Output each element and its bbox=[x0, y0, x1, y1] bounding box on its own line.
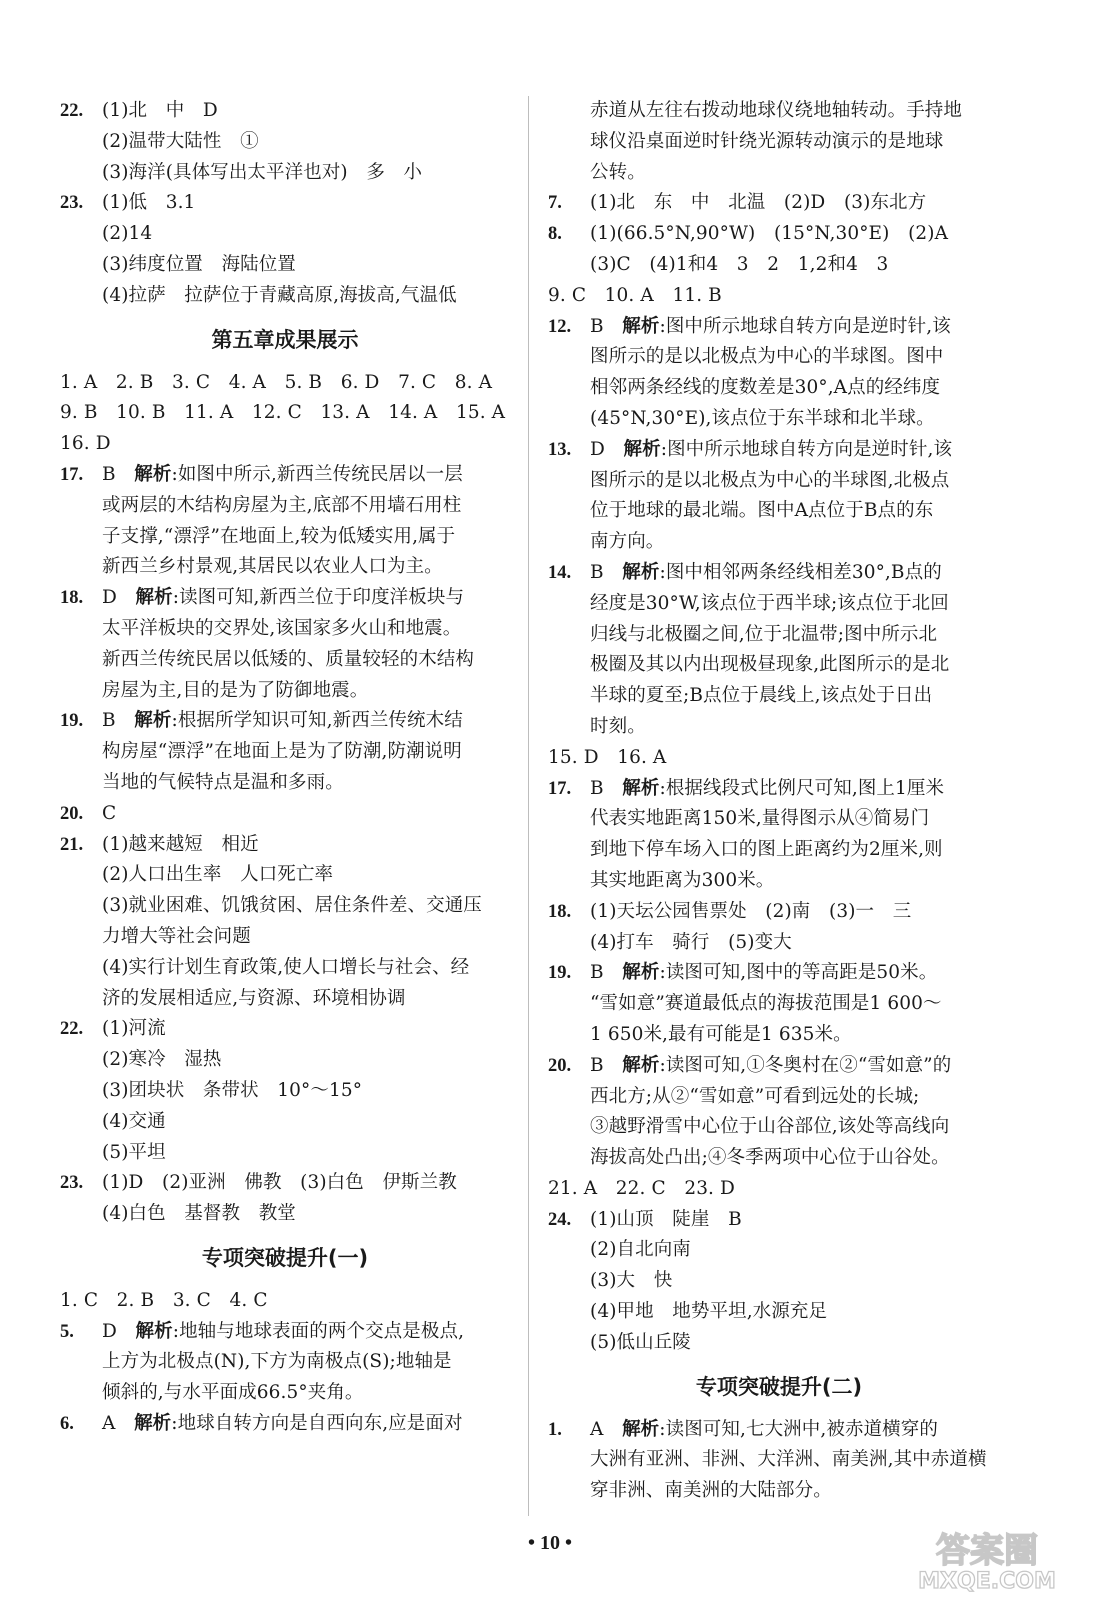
answer-line: 球仪沿桌面逆时针绕光源转动演示的是地球 bbox=[590, 130, 944, 152]
question-number: 18. bbox=[548, 901, 572, 922]
answer-text bbox=[548, 281, 1010, 312]
answer-text bbox=[590, 312, 1010, 435]
answer-text bbox=[102, 1409, 510, 1440]
section-heading: 专项突破提升(二) bbox=[695, 1374, 863, 1399]
answer-item bbox=[548, 435, 1010, 558]
answer-line: (45°N,30°E),该点位于东半球和北半球。 bbox=[590, 407, 935, 429]
answer-line: B 解析:读图可知,①冬奥村在②“雪如意”的 bbox=[590, 1054, 952, 1076]
answer-text bbox=[590, 558, 1010, 743]
answer-item bbox=[548, 312, 1010, 435]
answer-line-group bbox=[60, 1286, 510, 1317]
answer-line: D 解析:图中所示地球自转方向是逆时针,该 bbox=[590, 438, 953, 460]
answer-line: 15. D 16. A bbox=[548, 746, 667, 768]
question-number: 21. bbox=[60, 834, 84, 855]
question-number: 1. bbox=[548, 1419, 562, 1440]
answer-line-group bbox=[60, 368, 510, 460]
question-number: 23. bbox=[60, 193, 84, 214]
answer-text bbox=[590, 435, 1010, 558]
answer-item bbox=[548, 1205, 1010, 1359]
answer-text bbox=[102, 96, 510, 188]
question-number: 19. bbox=[60, 711, 84, 732]
analysis-keyword: 解析 bbox=[622, 1418, 660, 1440]
question-number: 5. bbox=[60, 1321, 74, 1342]
answer-line: 公转。 bbox=[590, 161, 646, 183]
answer-line: 或两层的木结构房屋为主,底部不用墙石用柱 bbox=[102, 494, 462, 516]
answer-text bbox=[548, 1174, 1010, 1205]
answer-line: (2)自北向南 bbox=[590, 1239, 691, 1261]
answer-line: 西北方;从②“雪如意”可看到远处的长城; bbox=[590, 1085, 920, 1107]
answer-line: (3)就业困难、饥饿贫困、居住条件差、交通压 bbox=[102, 895, 482, 917]
answer-item bbox=[548, 1415, 1010, 1507]
answer-line: A 解析:读图可知,七大洲中,被赤道横穿的 bbox=[590, 1418, 938, 1440]
question-number: 24. bbox=[548, 1209, 572, 1230]
answer-line: 其实地距离为300米。 bbox=[590, 869, 775, 891]
answer-item bbox=[60, 1409, 510, 1440]
analysis-keyword: 解析 bbox=[622, 962, 660, 984]
answer-line: (2)14 bbox=[102, 223, 153, 245]
answer-line: 16. D bbox=[60, 433, 111, 455]
answer-line: 南方向。 bbox=[590, 531, 665, 553]
answer-text bbox=[102, 799, 510, 830]
answer-item bbox=[60, 799, 510, 830]
question-number: 18. bbox=[60, 588, 84, 609]
answer-line: (2)温带大陆性 ① bbox=[102, 130, 259, 152]
answer-line-group bbox=[548, 96, 1010, 188]
answer-line: (5)低山丘陵 bbox=[590, 1331, 691, 1353]
answer-line: (1)D (2)亚洲 佛教 (3)白色 伊斯兰教 bbox=[102, 1172, 457, 1194]
answer-item bbox=[548, 1051, 1010, 1174]
answer-item bbox=[548, 188, 1010, 219]
answer-line: (3)C (4)1和4 3 2 1,2和4 3 bbox=[590, 253, 889, 275]
answer-line: 时刻。 bbox=[590, 715, 646, 737]
answer-line: B 解析:图中相邻两条经线相差30°,B点的 bbox=[590, 561, 942, 583]
answer-text bbox=[590, 188, 1010, 219]
answer-line: D 解析:地轴与地球表面的两个交点是极点, bbox=[102, 1320, 465, 1342]
watermark-logo bbox=[892, 1524, 1082, 1594]
answer-text bbox=[590, 219, 1010, 281]
answer-line: B 解析:图中所示地球自转方向是逆时针,该 bbox=[590, 315, 951, 337]
answer-line: 子支撑,“漂浮”在地面上,较为低矮实用,属于 bbox=[102, 525, 456, 547]
answer-line: 1. C 2. B 3. C 4. C bbox=[60, 1289, 268, 1311]
answer-line-group bbox=[548, 743, 1010, 774]
answer-item bbox=[60, 706, 510, 798]
question-number: 17. bbox=[548, 778, 572, 799]
answer-item bbox=[548, 897, 1010, 959]
answer-text bbox=[102, 1317, 510, 1409]
analysis-keyword: 解析 bbox=[622, 315, 660, 337]
answer-item bbox=[548, 219, 1010, 281]
answer-line: (1)低 3.1 bbox=[102, 192, 196, 214]
analysis-keyword: 解析 bbox=[134, 1413, 172, 1435]
answer-line: 位于地球的最北端。图中A点位于B点的东 bbox=[590, 500, 934, 522]
answer-line-group bbox=[548, 1174, 1010, 1205]
question-number: 13. bbox=[548, 439, 572, 460]
question-number: 20. bbox=[60, 803, 84, 824]
question-number: 8. bbox=[548, 224, 562, 245]
answer-text bbox=[102, 706, 510, 798]
answer-line: 当地的气候特点是温和多雨。 bbox=[102, 771, 344, 793]
answer-text bbox=[590, 774, 1010, 897]
answer-line: (3)纬度位置 海陆位置 bbox=[102, 253, 296, 275]
answer-line: 海拔高处凸出;④冬季两项中心位于山谷处。 bbox=[590, 1147, 950, 1169]
left-column bbox=[60, 96, 510, 1440]
answer-item bbox=[60, 830, 510, 1015]
section-heading: 第五章成果展示 bbox=[211, 327, 359, 352]
answer-line: 上方为北极点(N),下方为南极点(S);地轴是 bbox=[102, 1351, 452, 1373]
question-number: 22. bbox=[60, 1019, 84, 1040]
answer-text bbox=[548, 96, 1010, 188]
answer-line: D 解析:读图可知,新西兰位于印度洋板块与 bbox=[102, 587, 465, 609]
answer-text bbox=[60, 1286, 510, 1317]
answer-text bbox=[102, 460, 510, 583]
answer-line: (3)海洋(具体写出太平洋也对) 多 小 bbox=[102, 161, 423, 183]
answer-item bbox=[548, 774, 1010, 897]
answer-line: (4)实行计划生育政策,使人口增长与社会、经 bbox=[102, 956, 470, 978]
answer-line: (1)越来越短 相近 bbox=[102, 833, 259, 855]
answer-line: ③越野滑雪中心位于山谷部位,该处等高线向 bbox=[590, 1116, 950, 1138]
analysis-keyword: 解析 bbox=[623, 438, 661, 460]
answer-line: (1)山顶 陡崖 B bbox=[590, 1208, 742, 1230]
answer-text bbox=[548, 743, 1010, 774]
answer-item bbox=[60, 188, 510, 311]
answer-line: 图所示的是以北极点为中心的半球图,北极点 bbox=[590, 469, 950, 491]
answer-line: B 解析:根据所学知识可知,新西兰传统木结 bbox=[102, 710, 463, 732]
answer-line: 图所示的是以北极点为中心的半球图。图中 bbox=[590, 346, 944, 368]
question-number: 23. bbox=[60, 1173, 84, 1194]
answer-item bbox=[60, 1014, 510, 1168]
answer-line: 21. A 22. C 23. D bbox=[548, 1177, 735, 1199]
answer-text bbox=[590, 897, 1010, 959]
analysis-keyword: 解析 bbox=[622, 1054, 660, 1076]
answer-item bbox=[60, 1168, 510, 1230]
answer-line: 大洲有亚洲、非洲、大洋洲、南美洲,其中赤道横 bbox=[590, 1449, 987, 1471]
answer-line: B 解析:读图可知,图中的等高距是50米。 bbox=[590, 962, 938, 984]
page-number: • 10 • bbox=[527, 1532, 572, 1554]
answer-line: (1)天坛公园售票处 (2)南 (3)一 三 bbox=[590, 900, 912, 922]
answer-line: (1)北 中 D bbox=[102, 100, 218, 121]
answer-line: 倾斜的,与水平面成66.5°夹角。 bbox=[102, 1382, 364, 1404]
answer-line: 9. B 10. B 11. A 12. C 13. A 14. A 15. A bbox=[60, 402, 506, 424]
answer-line: 力增大等社会问题 bbox=[102, 925, 251, 947]
answer-text bbox=[60, 368, 510, 460]
answer-line: B 解析:如图中所示,新西兰传统民居以一层 bbox=[102, 463, 463, 485]
answer-text bbox=[102, 188, 510, 311]
question-number: 12. bbox=[548, 316, 572, 337]
question-number: 22. bbox=[60, 101, 84, 121]
answer-line: 相邻两条经线的度数差是30°,A点的经纬度 bbox=[590, 377, 941, 399]
right-column bbox=[548, 96, 1010, 1507]
answer-line: (3)团块状 条带状 10°～15° bbox=[102, 1079, 363, 1101]
answer-line: 新西兰乡村景观,其居民以农业人口为主。 bbox=[102, 556, 443, 578]
answer-line: (3)大 快 bbox=[590, 1270, 673, 1292]
answer-line: 房屋为主,目的是为了防御地震。 bbox=[102, 679, 369, 701]
analysis-keyword: 解析 bbox=[134, 710, 172, 732]
answer-line: 太平洋板块的交界处,该国家多火山和地震。 bbox=[102, 617, 462, 639]
answer-line: (4)交通 bbox=[102, 1110, 166, 1132]
question-number: 14. bbox=[548, 562, 572, 583]
question-number: 19. bbox=[548, 963, 572, 984]
answer-line: 经度是30°W,该点位于西半球;该点位于北回 bbox=[590, 592, 949, 614]
answer-line: 到地下停车场入口的图上距离约为2厘米,则 bbox=[590, 839, 943, 861]
answer-line: (4)拉萨 拉萨位于青藏高原,海拔高,气温低 bbox=[102, 284, 457, 306]
answer-text bbox=[590, 1205, 1010, 1359]
answer-line: 代表实地距离150米,量得图示从④简易门 bbox=[590, 808, 930, 830]
answer-line: (1)(66.5°N,90°W) (15°N,30°E) (2)A bbox=[590, 223, 949, 245]
section-heading: 专项突破提升(一) bbox=[201, 1245, 369, 1270]
answer-line: 济的发展相适应,与资源、环境相协调 bbox=[102, 987, 406, 1009]
analysis-keyword: 解析 bbox=[135, 1320, 173, 1342]
watermark-text-top: 答案圈 bbox=[936, 1531, 1038, 1571]
answer-line: (2)人口出生率 人口死亡率 bbox=[102, 864, 334, 886]
answer-line: 极圈及其以内出现极昼现象,此图所示的是北 bbox=[590, 654, 950, 676]
answer-line: C bbox=[102, 802, 117, 824]
answer-text bbox=[102, 830, 510, 1015]
answer-item bbox=[60, 1317, 510, 1409]
answer-line: 赤道从左往右拨动地球仪绕地轴转动。手持地 bbox=[590, 100, 963, 121]
answer-item bbox=[60, 583, 510, 706]
question-number: 6. bbox=[60, 1414, 74, 1435]
answer-line: (5)平坦 bbox=[102, 1141, 166, 1163]
answer-text bbox=[590, 1051, 1010, 1174]
answer-line: B 解析:根据线段式比例尺可知,图上1厘米 bbox=[590, 777, 945, 799]
answer-line: 1 650米,最有可能是1 635米。 bbox=[590, 1023, 852, 1045]
answer-line: 半球的夏至;B点位于晨线上,该点处于日出 bbox=[590, 685, 933, 707]
answer-line: 1. A 2. B 3. C 4. A 5. B 6. D 7. C 8. A bbox=[60, 371, 493, 393]
answer-line: (2)寒冷 湿热 bbox=[102, 1049, 222, 1071]
answer-line: “雪如意”赛道最低点的海拔范围是1 600～ bbox=[590, 993, 942, 1015]
watermark-text-bottom: MXQE.COM bbox=[918, 1569, 1056, 1594]
answer-line: (1)河流 bbox=[102, 1018, 166, 1040]
answer-line: 穿非洲、南美洲的大陆部分。 bbox=[590, 1480, 832, 1502]
question-number: 7. bbox=[548, 193, 562, 214]
answer-text bbox=[102, 1168, 510, 1230]
question-number: 20. bbox=[548, 1055, 572, 1076]
analysis-keyword: 解析 bbox=[622, 561, 660, 583]
answer-text bbox=[102, 1014, 510, 1168]
answer-line: 新西兰传统民居以低矮的、质量较轻的木结构 bbox=[102, 648, 475, 670]
question-number: 17. bbox=[60, 464, 84, 485]
answer-line: (4)白色 基督教 教堂 bbox=[102, 1203, 296, 1225]
answer-line-group bbox=[548, 281, 1010, 312]
answer-item bbox=[548, 958, 1010, 1050]
analysis-keyword: 解析 bbox=[134, 463, 172, 485]
answer-line: 9. C 10. A 11. B bbox=[548, 284, 722, 306]
answer-line: A 解析:地球自转方向是自西向东,应是面对 bbox=[102, 1413, 463, 1435]
answer-line: 构房屋“漂浮”在地面上是为了防潮,防潮说明 bbox=[102, 741, 462, 763]
answer-line: (4)打车 骑行 (5)变大 bbox=[590, 931, 792, 953]
answer-line: (1)北 东 中 北温 (2)D (3)东北方 bbox=[590, 192, 927, 214]
answer-item bbox=[60, 96, 510, 188]
answer-text bbox=[102, 583, 510, 706]
answer-item bbox=[60, 460, 510, 583]
analysis-keyword: 解析 bbox=[135, 587, 173, 609]
answer-text bbox=[590, 1415, 1010, 1507]
answer-line: (4)甲地 地势平坦,水源充足 bbox=[590, 1301, 828, 1323]
analysis-keyword: 解析 bbox=[622, 777, 660, 799]
column-divider bbox=[528, 96, 529, 1516]
answer-line: 归线与北极圈之间,位于北温带;图中所示北 bbox=[590, 623, 938, 645]
answer-text bbox=[590, 958, 1010, 1050]
answer-item bbox=[548, 558, 1010, 743]
